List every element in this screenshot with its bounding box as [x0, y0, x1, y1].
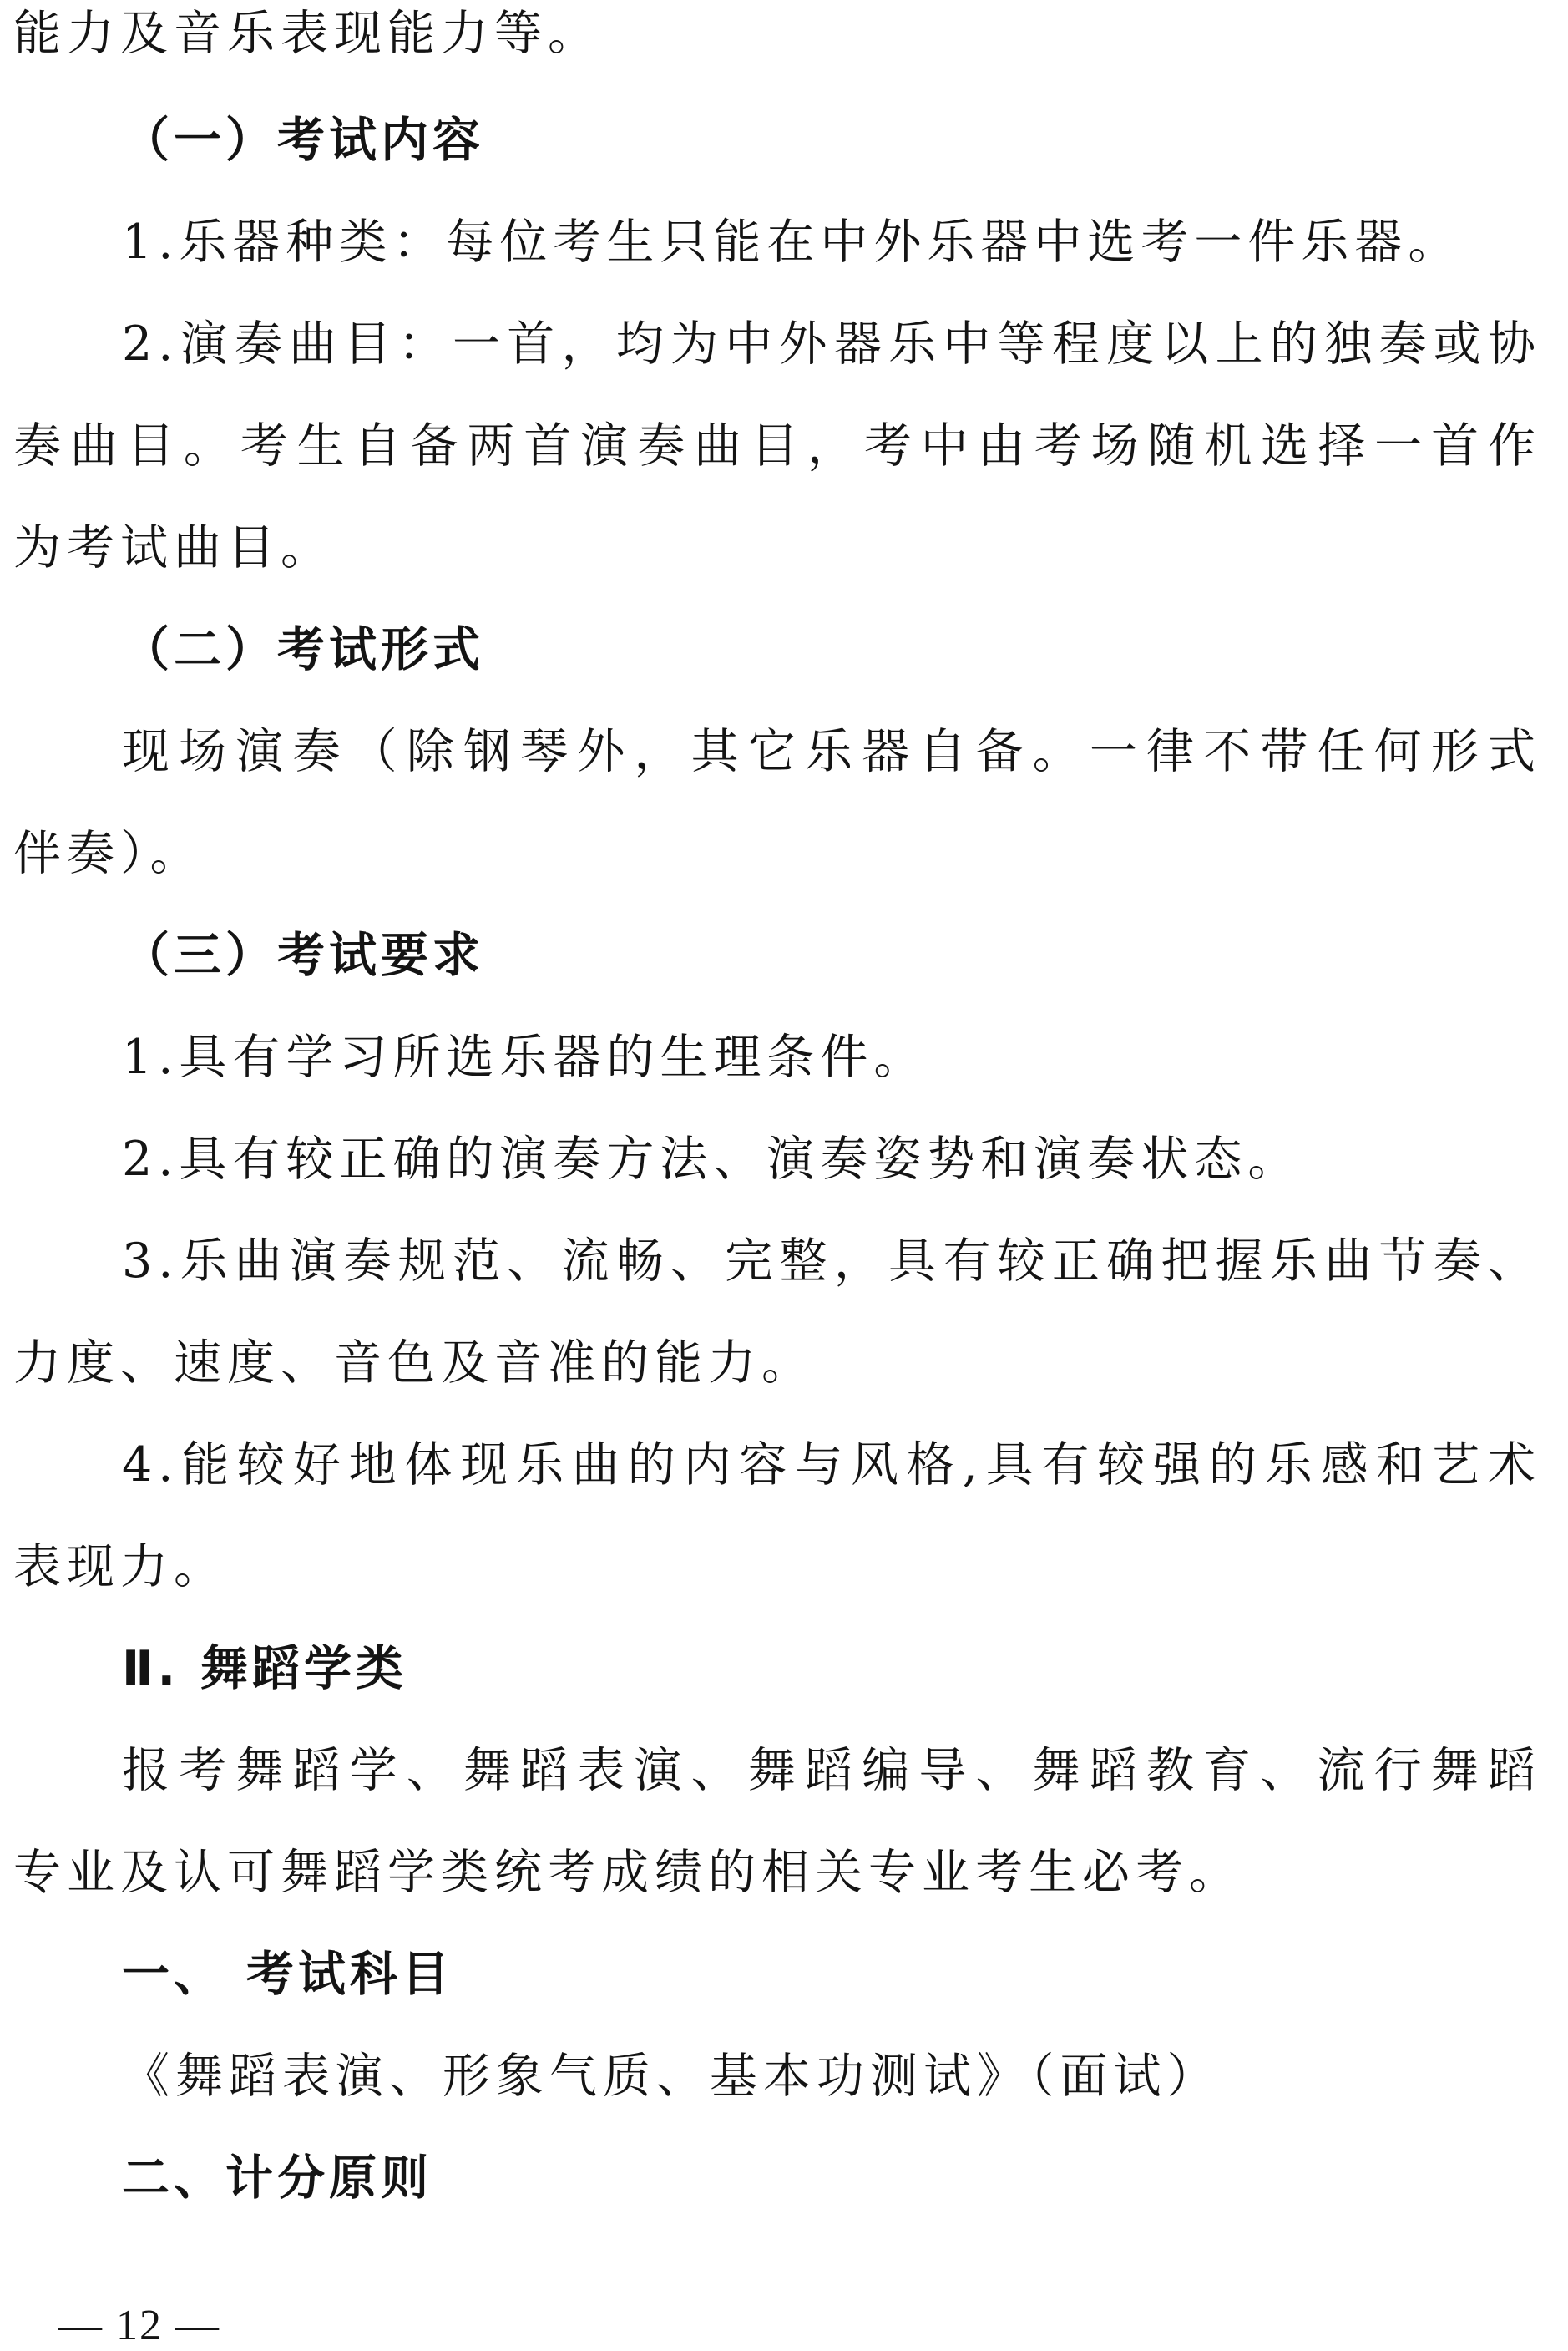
section-heading-scoring-principle: 二、计分原则	[122, 2151, 432, 2206]
section-heading-exam-subject: 一、 考试科目	[122, 1947, 453, 2002]
list-item-requirement-4: 4.能较好地体现乐曲的内容与风格,具有较强的乐感和艺术	[122, 1437, 1541, 1492]
paragraph-line: 专业及认可舞蹈学类统考成绩的相关专业考生必考。	[13, 1845, 1242, 1900]
section-heading-exam-format: （二）考试形式	[122, 622, 484, 677]
paragraph-line: 奏曲目。考生自备两首演奏曲目，考中由考场随机选择一首作	[13, 418, 1541, 474]
list-item-requirement-1: 1.具有学习所选乐器的生理条件。	[122, 1030, 928, 1085]
paragraph-line: 为考试曲目。	[13, 520, 334, 575]
list-item-requirement-2: 2.具有较正确的演奏方法、演奏姿势和演奏状态。	[122, 1132, 1302, 1187]
page-number: — 12 —	[58, 2302, 220, 2349]
section-heading-exam-requirements: （三）考试要求	[122, 928, 484, 983]
paragraph-subject-title: 《舞蹈表演、形象气质、基本功测试》（面试）	[122, 2049, 1221, 2104]
list-item-repertoire: 2.演奏曲目：一首，均为中外器乐中等程度以上的独奏或协	[122, 317, 1541, 372]
paragraph-dance-majors: 报考舞蹈学、舞蹈表演、舞蹈编导、舞蹈教育、流行舞蹈	[122, 1743, 1541, 1798]
paragraph-line: 力度、速度、音色及音准的能力。	[13, 1335, 815, 1391]
list-item-requirement-3: 3.乐曲演奏规范、流畅、完整，具有较正确把握乐曲节奏、	[122, 1234, 1541, 1289]
section-heading-exam-content: （一）考试内容	[122, 113, 484, 168]
paragraph-live-performance: 现场演奏（除钢琴外，其它乐器自备。一律不带任何形式	[122, 724, 1541, 779]
paragraph-line: 表现力。	[13, 1539, 227, 1594]
list-item-instrument-type: 1.乐器种类：每位考生只能在中外乐器中选考一件乐器。	[122, 215, 1462, 270]
section-heading-dance-category: Ⅱ. 舞蹈学类	[122, 1641, 408, 1696]
paragraph-line: 能力及音乐表现能力等。	[13, 6, 601, 61]
paragraph-line: 伴奏）。	[13, 826, 204, 881]
